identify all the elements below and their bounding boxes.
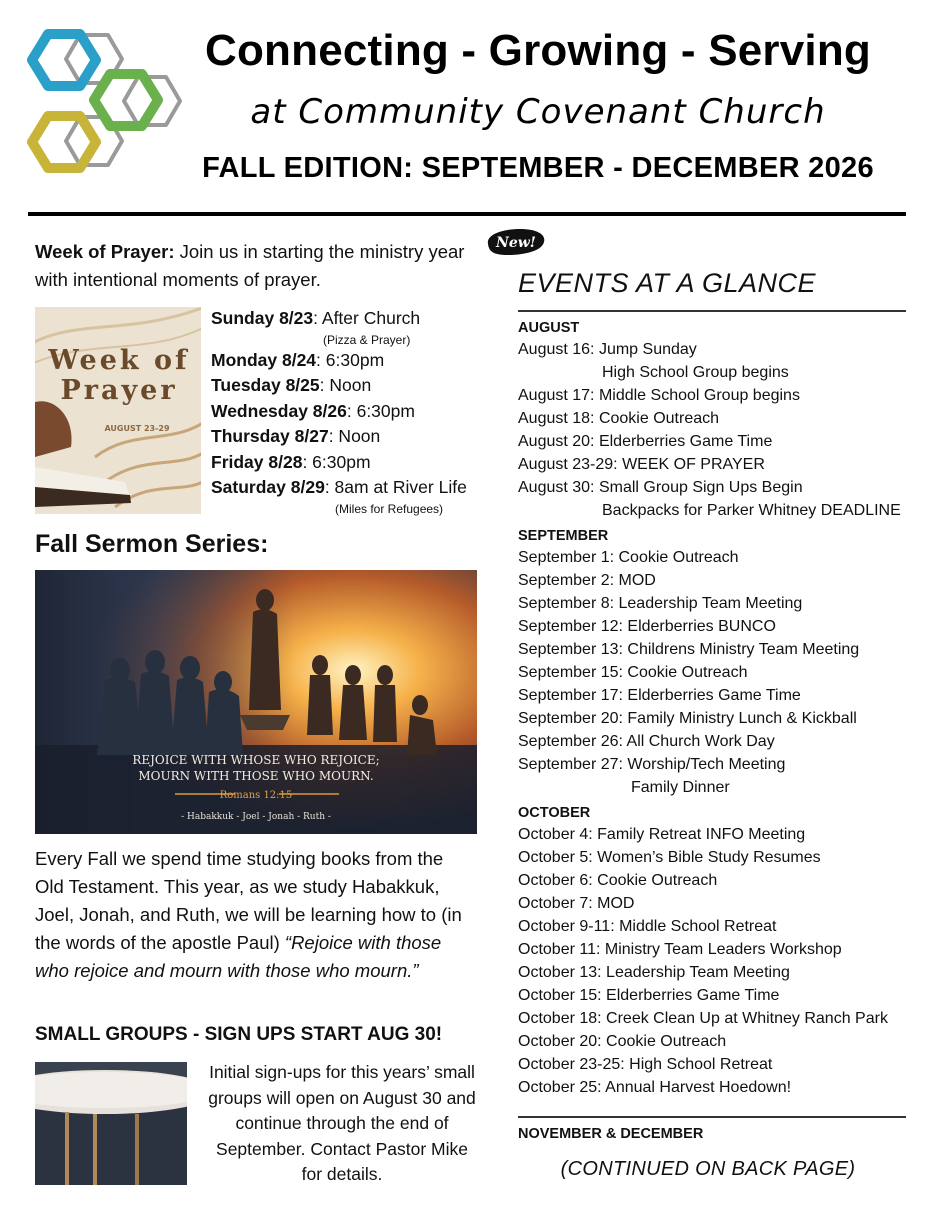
event-item: October 11: Ministry Team Leaders Workshop bbox=[518, 941, 842, 958]
svg-text:Prayer: Prayer bbox=[60, 375, 178, 406]
event-item: August 30: Small Group Sign Ups Begin bbox=[518, 479, 803, 496]
event-item: August 18: Cookie Outreach bbox=[518, 410, 720, 427]
event-item: High School Group begins bbox=[602, 364, 789, 381]
event-item: August 16: Jump Sunday bbox=[518, 341, 697, 358]
sermon-image-ref: Romans 12:15 bbox=[219, 790, 293, 801]
events-divider bbox=[518, 310, 906, 312]
sermon-description: Every Fall we spend time studying books from the Old Testament. This year, as we study Habakkuk, Joel, Jonah, and Ruth, we will be learning how to (in the words of the apostle Paul) “Rejoice with those who rejoice and mourn with those who mourn.” bbox=[35, 848, 462, 981]
event-item: October 9-11: Middle School Retreat bbox=[518, 918, 777, 935]
event-item: October 7: MOD bbox=[518, 895, 635, 912]
new-badge-label: New! bbox=[496, 235, 536, 251]
event-item: September 17: Elderberries Game Time bbox=[518, 687, 801, 704]
schedule-row: Thursday 8/27: Noon bbox=[211, 426, 381, 446]
event-item: October 23-25: High School Retreat bbox=[518, 1056, 773, 1073]
week-of-prayer-intro bbox=[35, 238, 477, 294]
week-of-prayer-lead: Week of Prayer: bbox=[35, 241, 175, 262]
event-item: September 8: Leadership Team Meeting bbox=[518, 595, 803, 612]
month-heading: SEPTEMBER bbox=[518, 528, 609, 544]
wop-image-dates: AUGUST 23-29 bbox=[104, 424, 170, 433]
sermon-image-books: - Habakkuk - Joel - Jonah - Ruth - bbox=[181, 812, 331, 822]
event-item: August 17: Middle School Group begins bbox=[518, 387, 800, 404]
header-divider bbox=[28, 212, 906, 216]
edition-heading: FALL EDITION: SEPTEMBER - DECEMBER 2026 bbox=[202, 152, 874, 184]
event-item: October 6: Cookie Outreach bbox=[518, 872, 718, 889]
event-item: October 20: Cookie Outreach bbox=[518, 1033, 727, 1050]
schedule-row: Monday 8/24: 6:30pm bbox=[211, 349, 385, 370]
event-item: September 27: Worship/Tech Meeting bbox=[518, 756, 786, 773]
schedule-note: (Miles for Refugees) bbox=[335, 501, 444, 516]
schedule-row: Sunday 8/23: After Church bbox=[211, 308, 421, 328]
schedule-row: Tuesday 8/25: Noon bbox=[211, 375, 372, 395]
wop-image-title: Week of bbox=[48, 345, 190, 376]
event-item: September 26: All Church Work Day bbox=[518, 733, 775, 750]
schedule-note: (Pizza & Prayer) bbox=[323, 332, 411, 347]
schedule-row: Wednesday 8/26: 6:30pm bbox=[211, 400, 415, 421]
event-item: October 15: Elderberries Game Time bbox=[518, 987, 780, 1004]
event-item: October 18: Creek Clean Up at Whitney Ranch Park bbox=[518, 1010, 888, 1027]
event-item: October 13: Leadership Team Meeting bbox=[518, 964, 790, 981]
newsletter-title: Connecting - Growing - Serving bbox=[205, 26, 871, 75]
events-heading: EVENTS AT A GLANCE bbox=[518, 268, 817, 298]
month-heading: AUGUST bbox=[518, 320, 580, 336]
event-item: September 15: Cookie Outreach bbox=[518, 664, 748, 681]
schedule-row: Saturday 8/29: 8am at River Life bbox=[211, 477, 467, 497]
event-item: Backpacks for Parker Whitney DEADLINE bbox=[602, 502, 901, 519]
table-image bbox=[35, 1062, 187, 1185]
events-bottom-divider bbox=[518, 1116, 906, 1118]
continued-note: (CONTINUED ON BACK PAGE) bbox=[560, 1158, 856, 1180]
sermon-series-image bbox=[35, 570, 477, 834]
church-logo bbox=[24, 28, 182, 186]
event-item: October 5: Women’s Bible Study Resumes bbox=[518, 849, 821, 866]
event-item: October 4: Family Retreat INFO Meeting bbox=[518, 826, 806, 843]
sermon-heading: Fall Sermon Series: bbox=[35, 530, 269, 558]
event-item: August 20: Elderberries Game Time bbox=[518, 433, 773, 450]
event-item: September 1: Cookie Outreach bbox=[518, 549, 739, 566]
event-item: September 2: MOD bbox=[518, 572, 656, 589]
event-item: September 20: Family Ministry Lunch & Kickball bbox=[518, 710, 857, 727]
event-item: October 25: Annual Harvest Hoedown! bbox=[518, 1079, 792, 1096]
prayer-schedule bbox=[211, 306, 491, 517]
sermon-image-line1: REJOICE WITH WHOSE WHO REJOICE; bbox=[132, 753, 380, 767]
event-item: August 23-29: WEEK OF PRAYER bbox=[518, 456, 765, 473]
month-heading-nov-dec: NOVEMBER & DECEMBER bbox=[518, 1126, 704, 1142]
small-groups-description: Initial sign-ups for this years’ small groups will open on August 30 and continue through the end of September. Contact Pastor Mike for details. bbox=[208, 1062, 476, 1184]
new-badge bbox=[484, 226, 548, 258]
month-heading: OCTOBER bbox=[518, 805, 591, 821]
event-item: September 13: Childrens Ministry Team Meeting bbox=[518, 641, 860, 658]
event-item: Family Dinner bbox=[631, 779, 730, 796]
week-of-prayer-image bbox=[35, 307, 201, 514]
sermon-quote: “Rejoice with those who rejoice and mourn with those who mourn.” bbox=[35, 932, 442, 981]
sermon-image-line2: MOURN WITH THOSE WHO MOURN. bbox=[138, 769, 374, 783]
event-item: September 12: Elderberries BUNCO bbox=[518, 618, 776, 635]
week-of-prayer-text: Join us in starting the ministry year with intentional moments of prayer. bbox=[35, 241, 465, 290]
newsletter-subtitle: at Community Covenant Church bbox=[250, 92, 826, 132]
small-groups-heading: SMALL GROUPS - SIGN UPS START AUG 30! bbox=[35, 1024, 443, 1045]
events-list bbox=[518, 318, 918, 1099]
schedule-row: Friday 8/28: 6:30pm bbox=[211, 451, 371, 472]
